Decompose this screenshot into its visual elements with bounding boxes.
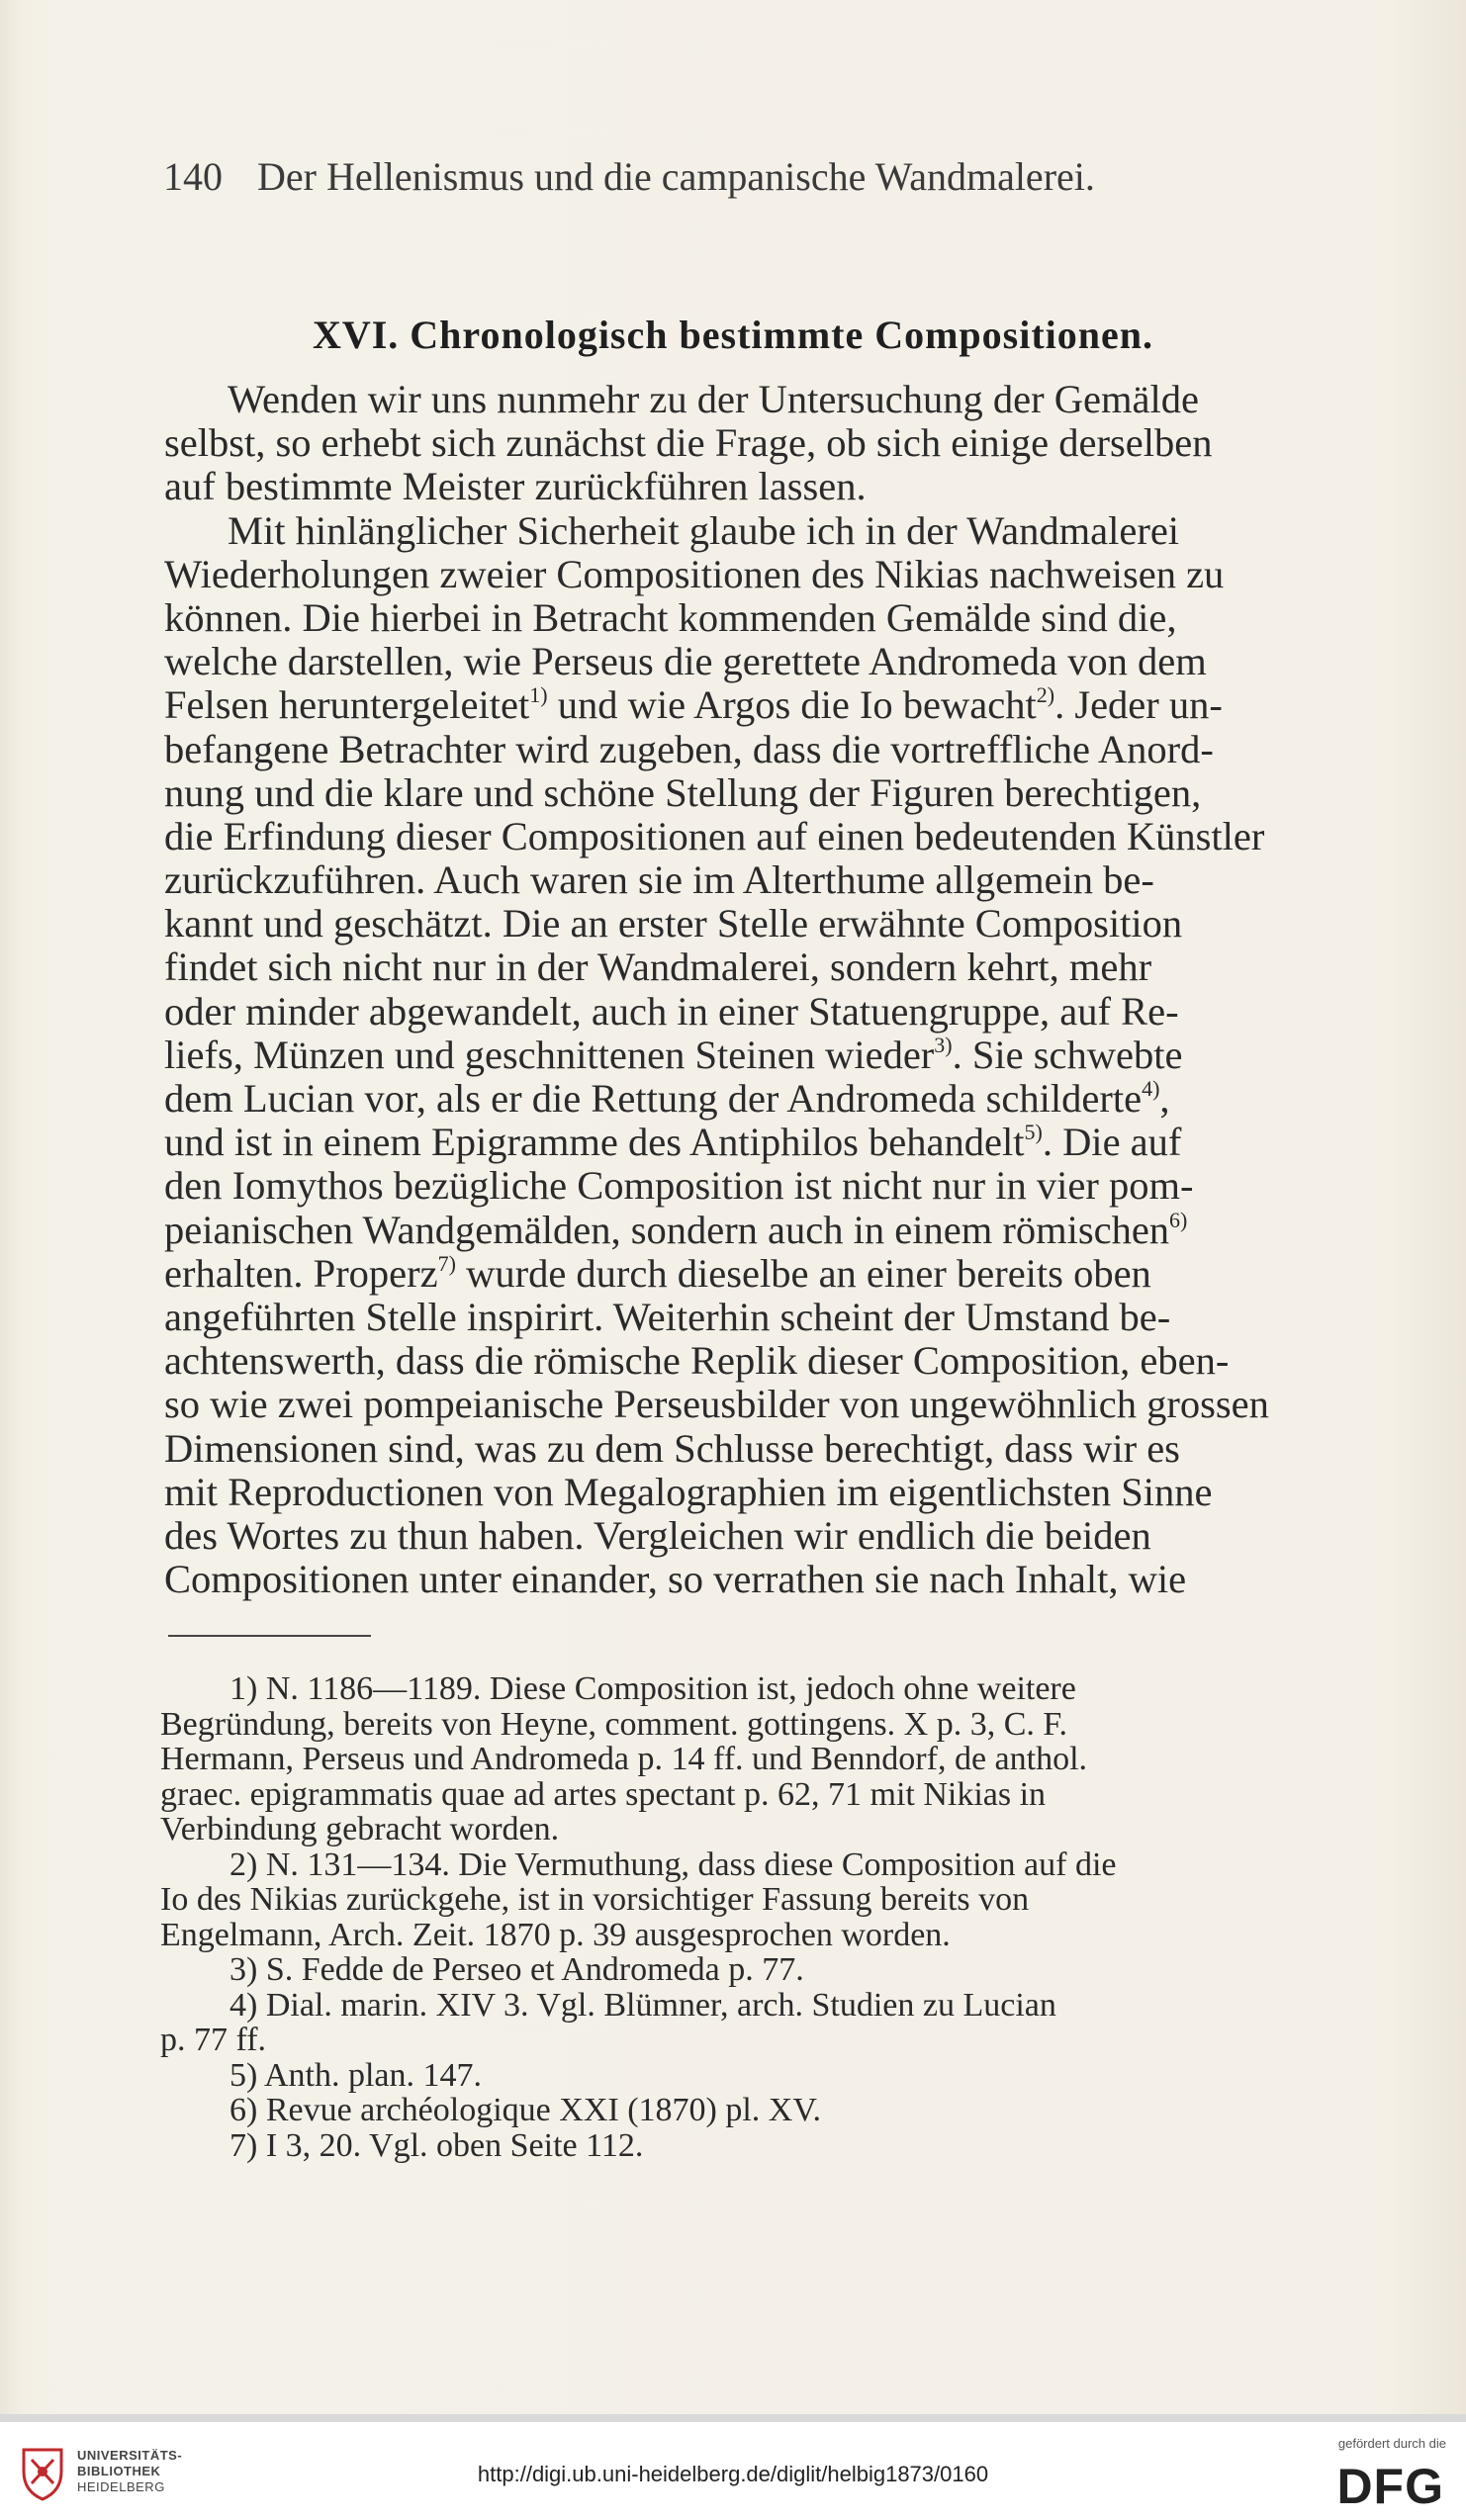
text-line: kannt und geschätzt. Die an erster Stelle erwähnte Composition bbox=[164, 901, 1183, 946]
footnote-ref: 3) bbox=[934, 1032, 953, 1057]
footnote-line: 2) N. 131—134. Die Vermuthung, dass diese Composition auf die bbox=[229, 1845, 1117, 1883]
text-line: findet sich nicht nur in der Wandmalerei, sondern kehrt, mehr bbox=[164, 945, 1152, 990]
footnote-divider bbox=[168, 1635, 371, 1637]
text-line: Wiederholungen zweier Compositionen des Nikias nachweisen zu bbox=[164, 551, 1225, 596]
text-line: nung und die klare und schöne Stellung der Figuren berechtigen, bbox=[164, 769, 1202, 815]
footnote-line: 7) I 3, 20. Vgl. oben Seite 112. bbox=[229, 2126, 644, 2164]
text-line: die Erfindung dieser Compositionen auf einen bedeutenden Künstler bbox=[164, 813, 1265, 858]
footnote-ref: 4) bbox=[1142, 1076, 1160, 1101]
text-line: Compositionen unter einander, so verrathen sie nach Inhalt, wie bbox=[164, 1557, 1187, 1602]
footnote-ref: 2) bbox=[1036, 682, 1055, 708]
text-line: liefs, Münzen und geschnittenen Steinen wieder$^{3)}$. Sie schwebte bbox=[164, 1032, 1183, 1077]
text-line: befangene Betrachter wird zugeben, dass die vortreffliche Anord- bbox=[164, 726, 1214, 771]
funding-label: gefördert durch die bbox=[1337, 2436, 1446, 2451]
page-number: 140 bbox=[163, 154, 223, 199]
dfg-logo: DFG bbox=[1336, 2459, 1444, 2514]
footnote-line: Verbindung gebracht worden. bbox=[160, 1811, 560, 1847]
viewer-footer bbox=[0, 2414, 1466, 2520]
running-header bbox=[163, 153, 1271, 200]
text-line: und ist in einem Epigramme des Antiphilos behandelt$^{5)}$. Die auf bbox=[164, 1120, 1182, 1165]
footnote-line: 3) S. Fedde de Perseo et Andromeda p. 77. bbox=[229, 1951, 804, 1988]
text-line: selbst, so erhebt sich zunächst die Frage, ob sich einige derselben bbox=[164, 420, 1213, 466]
text-line: erhalten. Properz$^{7)}$ wurde durch dieselbe an einer bereits oben bbox=[164, 1250, 1151, 1296]
footnote-ref: 5) bbox=[1024, 1120, 1043, 1145]
footnote-line: Io des Nikias zurückgehe, ist in vorsichtiger Fassung bereits von bbox=[160, 1881, 1030, 1918]
footnote-line: Begründung, bereits von Heyne, comment. gottingens. X p. 3, C. F. bbox=[160, 1705, 1068, 1743]
running-title: Der Hellenismus und die campanische Wandmalerei. bbox=[257, 154, 1095, 199]
text-line: Dimensionen sind, was zu dem Schlusse berechtigt, dass wir es bbox=[164, 1425, 1180, 1471]
footnote-line: 1) N. 1186—1189. Diese Composition ist, jedoch ohne weitere bbox=[229, 1670, 1076, 1707]
text-line: den Iomythos bezügliche Composition ist nicht nur in vier pom- bbox=[164, 1163, 1194, 1209]
footnote-ref: 6) bbox=[1169, 1207, 1188, 1232]
text-line: mit Reproductionen von Megalographien im eigentlichsten Sinne bbox=[164, 1469, 1213, 1514]
text-line: Wenden wir uns nunmehr zu der Untersuchung der Gemälde bbox=[228, 377, 1199, 421]
library-name: UNIVERSITÄTS- BIBLIOTHEK HEIDELBERG bbox=[77, 2448, 183, 2494]
text-line: können. Die hierbei in Betracht kommenden Gemälde sind die, bbox=[164, 594, 1177, 640]
permalink-url[interactable]: http://digi.ub.uni-heidelberg.de/diglit/helbig1873/0160 bbox=[477, 2462, 989, 2486]
text-line: auf bestimmte Meister zurückführen lassen. bbox=[164, 464, 867, 509]
footnote-ref: 7) bbox=[437, 1250, 456, 1276]
text-line: achtenswerth, dass die römische Replik dieser Composition, eben- bbox=[164, 1338, 1230, 1384]
text-line: peianischen Wandgemälden, sondern auch in einem römischen$^{6)}$ bbox=[164, 1207, 1188, 1252]
section-title: XVI. Chronologisch bestimmte Compositionen. bbox=[312, 313, 1154, 357]
footer-divider bbox=[0, 2414, 1466, 2422]
footnotes bbox=[160, 1671, 1270, 2163]
footnote-line: 5) Anth. plan. 147. bbox=[229, 2056, 482, 2094]
text-line: so wie zwei pompeianische Perseusbilder von ungewöhnlich grossen bbox=[164, 1382, 1269, 1427]
footnote-line: Engelmann, Arch. Zeit. 1870 p. 39 ausgesprochen worden. bbox=[160, 1916, 951, 1953]
footnote-line: 6) Revue archéologique XXI (1870) pl. XV. bbox=[229, 2092, 822, 2128]
text-line: welche darstellen, wie Perseus die gerettete Andromeda von dem bbox=[164, 639, 1207, 684]
text-line: oder minder abgewandelt, auch in einer Statuengruppe, auf Re- bbox=[164, 988, 1179, 1034]
footnote-line: Hermann, Perseus und Andromeda p. 14 ff. und Benndorf, de anthol. bbox=[160, 1741, 1088, 1777]
body-text bbox=[164, 377, 1269, 1602]
footnote-ref: 1) bbox=[529, 682, 548, 708]
text-line: zurückzuführen. Auch waren sie im Alterthume allgemein be- bbox=[164, 857, 1154, 903]
footnote-line: 4) Dial. marin. XIV 3. Vgl. Blümner, arch. Studien zu Lucian bbox=[229, 1986, 1056, 2024]
text-line: des Wortes zu thun haben. Vergleichen wir endlich die beiden bbox=[164, 1512, 1151, 1558]
text-line: dem Lucian vor, als er die Rettung der Andromeda schilderte$^{4)}$, bbox=[164, 1076, 1170, 1121]
text-line: angeführten Stelle inspirirt. Weiterhin scheint der Umstand be- bbox=[164, 1294, 1171, 1339]
footnote-line: graec. epigrammatis quae ad artes spectant p. 62, 71 mit Nikias in bbox=[160, 1775, 1047, 1813]
footnote-line: p. 77 ff. bbox=[160, 2022, 267, 2058]
text-line: Felsen heruntergeleitet$^{1)}$ und wie Argos die Io bewacht$^{2)}$. Jeder un- bbox=[164, 682, 1223, 728]
text-line: Mit hinlänglicher Sicherheit glaube ich in der Wandmalerei bbox=[228, 507, 1180, 553]
